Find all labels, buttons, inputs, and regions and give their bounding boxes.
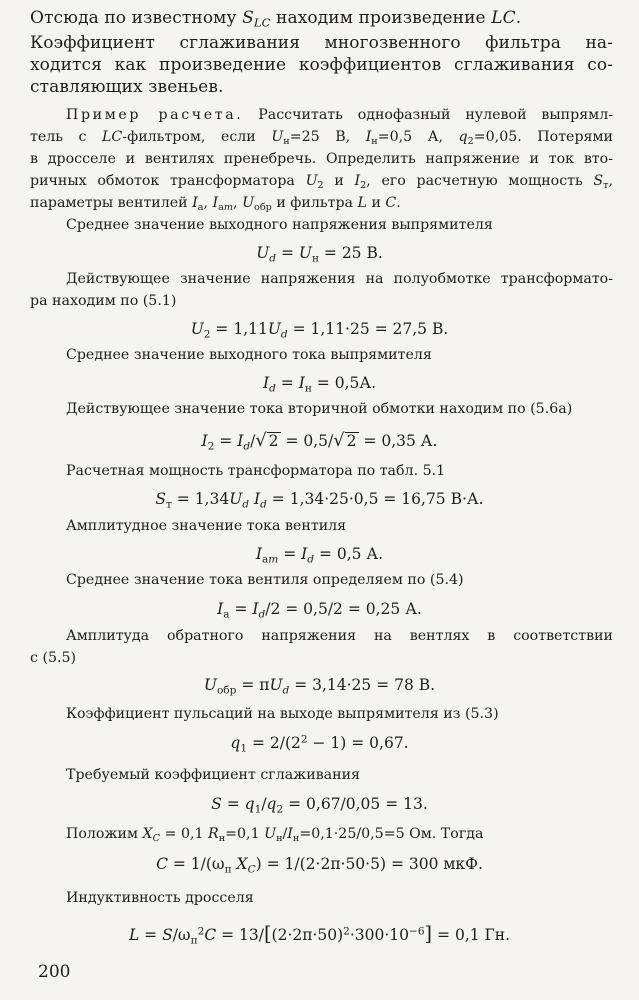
step-text: Среднее значение выходного тока выпрямителя — [66, 347, 432, 363]
example-heading: Пример расчета. — [66, 107, 244, 123]
intro-para-line-1: Коэффициент сглаживания многозвенного фильтра на- — [30, 33, 613, 53]
intro-para-line-2: ходится как произведение коэффициентов сглаживания со- — [30, 55, 613, 75]
step-text: Расчетная мощность трансформатора по табл. 5.1 — [66, 463, 446, 479]
page-number: 200 — [38, 962, 71, 982]
step-text: Индуктивность дросселя — [66, 890, 254, 906]
step-text: Амплитудное значение тока вентиля — [66, 518, 347, 534]
example-line-1: Пример расчета. Рассчитать однофазный нулевой выпрямл- — [66, 107, 614, 123]
equation: $C = 1/(\omega_п$ $X_C) = 1/(2\cdot 2\pi\cdot 50\cdot 5) = 300$ мкФ. — [156, 855, 483, 876]
step-text-cont: ра находим по (5.1) — [30, 293, 177, 309]
step-text: Среднее значение выходного напряжения выпрямителя — [66, 217, 493, 233]
equation: $I_d = I_н = 0,5А$. — [262, 374, 377, 395]
step-text-cont: с (5.5) — [30, 650, 77, 666]
step-text: Требуемый коэффициент сглаживания — [66, 767, 360, 783]
example-line-4: ричных обмоток трансформатора $U_2$ и $I_2$, его расчетную мощность $S_т$, — [30, 173, 613, 192]
intro-line: Отсюда по известному $S_{LC}$ находим произведение LC. — [30, 8, 522, 30]
step-text: Действующее значение напряжения на полуобмотке трансформато- — [66, 271, 613, 287]
step-text: Положим $X_C = 0,1$ $R_н=0,1$ $U_н/I_н=0,1\cdot 25/0,5=5$ Ом. Тогда — [66, 826, 484, 845]
example-line-3: в дросселе и вентилях пренебречь. Определить напряжение и ток вто- — [30, 151, 613, 167]
equation: $U_d = U_н = 25$ В. — [256, 244, 383, 265]
step-text: Среднее значение тока вентиля определяем по (5.4) — [66, 572, 464, 588]
equation: $S = q_1/q_2 = 0,67/0,05 = 13$. — [211, 795, 428, 816]
equation: $U_{обр} = \pi U_d = 3,14\cdot 25 = 78$ В. — [203, 676, 436, 697]
equation: $I_{аm} = I_d = 0,5$ А. — [255, 545, 384, 566]
step-text: Амплитуда обратного напряжения на вентлях в соответствии — [66, 628, 613, 644]
equation: $I_а = I_d/2 = 0,5/2 = 0,25$ А. — [217, 600, 422, 621]
equation: $S_т = 1,34U_d$ $I_d = 1,34\cdot 25\cdot 0,5 = 16,75$ В·А. — [155, 490, 484, 511]
step-text: Действующее значение тока вторичной обмотки находим по (5.6а) — [66, 401, 573, 417]
step-text: Коэффициент пульсаций на выходе выпрямителя из (5.3) — [66, 706, 499, 722]
intro-para-line-3: ставляющих звеньев. — [30, 77, 224, 97]
example-line-2: тель с LC-фильтром, если $U_н=25$ В, $I_н=0,5$ А, $q_2=0,05$. Потерями — [30, 129, 613, 148]
equation: $U_2 = 1,11U_d = 1,11\cdot 25 = 27,5$ В. — [190, 320, 449, 341]
example-line-5: параметры вентилей $I_а$, $I_{аm}$, $U_{обр}$ и фильтра L и C. — [30, 195, 401, 214]
equation: $q_1 = 2/(2^2 - 1) = 0,67$. — [230, 733, 409, 755]
equation: $L = S/\omega_п^2C = 13/[(2\cdot 2\pi\cdot 50)^2\cdot 300\cdot 10^{-6}] = 0,1$ Гн. — [128, 922, 511, 947]
equation: $I_2 = I_d/√$ 2 = 0,5/√ 2 = 0,35 А. — [201, 430, 438, 453]
